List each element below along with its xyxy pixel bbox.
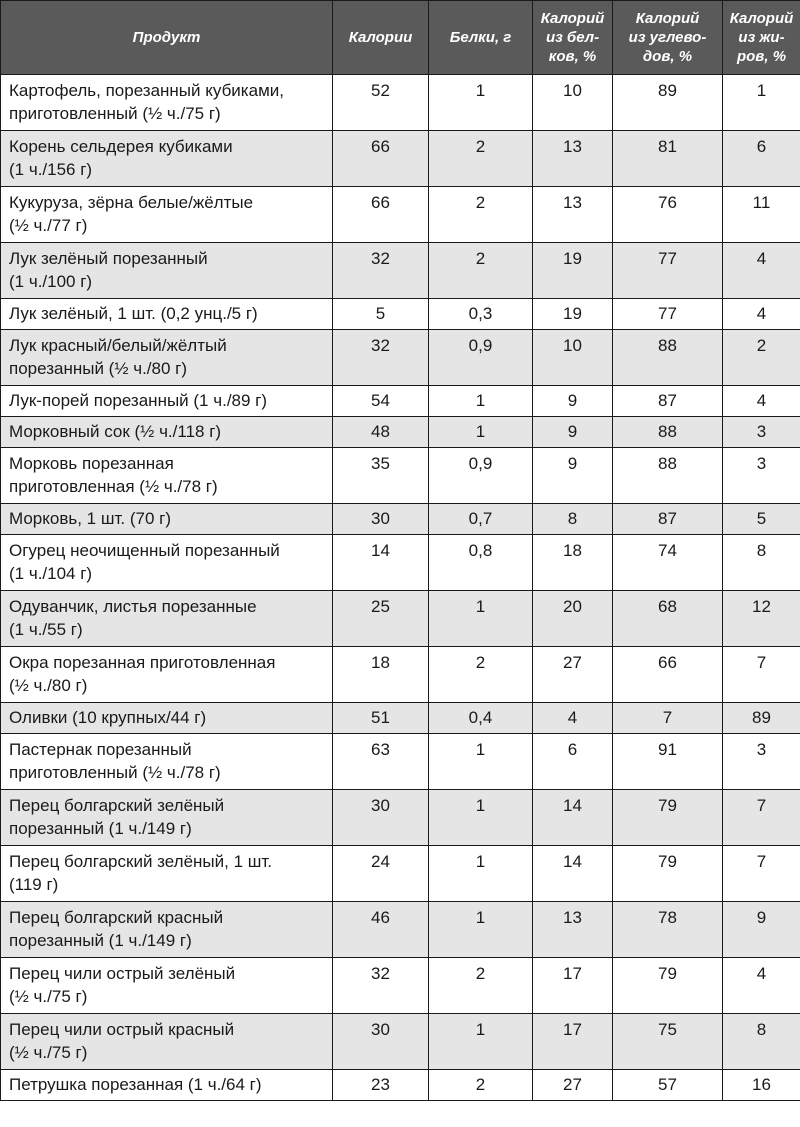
table-row bbox=[1, 846, 800, 902]
pct-fat-cell: 9 bbox=[723, 902, 800, 958]
product-name-cell bbox=[1, 846, 333, 902]
calories-cell: 54 bbox=[333, 386, 429, 417]
table-row bbox=[1, 299, 800, 330]
pct-carbs-cell: 78 bbox=[613, 902, 723, 958]
pct-fat-cell: 2 bbox=[723, 330, 800, 386]
protein-cell: 2 bbox=[429, 243, 533, 299]
pct-carbs-cell: 88 bbox=[613, 417, 723, 448]
pct-carbs-cell: 66 bbox=[613, 647, 723, 703]
product-name-line: Перец болгарский зелёный bbox=[9, 796, 225, 815]
protein-cell: 2 bbox=[429, 647, 533, 703]
protein-cell: 2 bbox=[429, 131, 533, 187]
product-portion-line: (½ ч./75 г) bbox=[9, 1043, 88, 1062]
pct-protein-cell: 13 bbox=[533, 131, 613, 187]
pct-carbs-cell: 87 bbox=[613, 504, 723, 535]
product-name-line: Морковь, 1 шт. (70 г) bbox=[9, 509, 171, 528]
pct-fat-cell: 4 bbox=[723, 958, 800, 1014]
pct-protein-cell: 27 bbox=[533, 1070, 613, 1101]
pct-fat-cell: 8 bbox=[723, 535, 800, 591]
product-name-cell bbox=[1, 75, 333, 131]
table-row bbox=[1, 386, 800, 417]
product-name-cell bbox=[1, 703, 333, 734]
pct-fat-cell: 3 bbox=[723, 448, 800, 504]
calories-cell: 5 bbox=[333, 299, 429, 330]
product-name-line: Перец чили острый красный bbox=[9, 1020, 235, 1039]
pct-carbs-cell: 75 bbox=[613, 1014, 723, 1070]
calories-cell: 32 bbox=[333, 243, 429, 299]
product-name-line: Лук зелёный, 1 шт. (0,2 унц./5 г) bbox=[9, 304, 258, 323]
product-portion-line: (119 г) bbox=[9, 875, 59, 894]
product-name-line: Окра порезанная приготовленная bbox=[9, 653, 276, 672]
product-name-line: Морковь порезанная bbox=[9, 454, 174, 473]
product-name-cell bbox=[1, 734, 333, 790]
pct-protein-cell: 13 bbox=[533, 902, 613, 958]
table-row bbox=[1, 1014, 800, 1070]
table-row bbox=[1, 330, 800, 386]
product-name-line: Кукуруза, зёрна белые/жёлтые bbox=[9, 193, 254, 212]
product-name-cell bbox=[1, 535, 333, 591]
product-name-cell bbox=[1, 1070, 333, 1101]
product-name-cell bbox=[1, 417, 333, 448]
protein-cell: 0,3 bbox=[429, 299, 533, 330]
product-portion-line: (1 ч./100 г) bbox=[9, 272, 93, 291]
product-name-line: Перец чили острый зелёный bbox=[9, 964, 236, 983]
pct-carbs-cell: 77 bbox=[613, 243, 723, 299]
product-portion-line: приготовленный (½ ч./75 г) bbox=[9, 104, 221, 123]
product-name-cell bbox=[1, 1014, 333, 1070]
product-portion-line: порезанный (½ ч./80 г) bbox=[9, 359, 188, 378]
pct-carbs-cell: 68 bbox=[613, 591, 723, 647]
product-name-cell bbox=[1, 958, 333, 1014]
product-name-line: Лук зелёный порезанный bbox=[9, 249, 208, 268]
product-portion-line: порезанный (1 ч./149 г) bbox=[9, 931, 192, 950]
pct-protein-cell: 9 bbox=[533, 448, 613, 504]
protein-cell: 0,7 bbox=[429, 504, 533, 535]
product-name-line: Лук красный/белый/жёлтый bbox=[9, 336, 227, 355]
table-row bbox=[1, 448, 800, 504]
calories-cell: 24 bbox=[333, 846, 429, 902]
product-name-cell bbox=[1, 187, 333, 243]
product-portion-line: (½ ч./80 г) bbox=[9, 676, 88, 695]
product-name-cell bbox=[1, 299, 333, 330]
pct-fat-cell: 5 bbox=[723, 504, 800, 535]
pct-carbs-cell: 77 bbox=[613, 299, 723, 330]
pct-protein-cell: 17 bbox=[533, 1014, 613, 1070]
product-portion-line: приготовленный (½ ч./78 г) bbox=[9, 763, 221, 782]
calories-cell: 32 bbox=[333, 330, 429, 386]
product-name-line: Огурец неочищенный порезанный bbox=[9, 541, 280, 560]
product-name-cell bbox=[1, 243, 333, 299]
table-row bbox=[1, 591, 800, 647]
pct-fat-cell: 1 bbox=[723, 75, 800, 131]
pct-carbs-cell: 79 bbox=[613, 846, 723, 902]
pct-fat-cell: 12 bbox=[723, 591, 800, 647]
table-row bbox=[1, 703, 800, 734]
pct-protein-cell: 17 bbox=[533, 958, 613, 1014]
product-name-cell bbox=[1, 790, 333, 846]
protein-cell: 1 bbox=[429, 386, 533, 417]
table-row bbox=[1, 1070, 800, 1101]
product-name-line: Морковный сок (½ ч./118 г) bbox=[9, 422, 222, 441]
product-name-cell bbox=[1, 330, 333, 386]
protein-cell: 0,9 bbox=[429, 330, 533, 386]
pct-carbs-cell: 79 bbox=[613, 790, 723, 846]
table-row bbox=[1, 417, 800, 448]
calories-cell: 66 bbox=[333, 131, 429, 187]
pct-protein-cell: 20 bbox=[533, 591, 613, 647]
pct-protein-cell: 9 bbox=[533, 417, 613, 448]
pct-protein-cell: 14 bbox=[533, 790, 613, 846]
pct-fat-cell: 7 bbox=[723, 647, 800, 703]
header-cal-from-fat: Калорий из жи- ров, % bbox=[723, 1, 800, 75]
protein-cell: 2 bbox=[429, 958, 533, 1014]
pct-carbs-cell: 79 bbox=[613, 958, 723, 1014]
table-row bbox=[1, 504, 800, 535]
pct-fat-cell: 3 bbox=[723, 417, 800, 448]
table-row bbox=[1, 75, 800, 131]
pct-protein-cell: 19 bbox=[533, 299, 613, 330]
table-row bbox=[1, 243, 800, 299]
pct-fat-cell: 4 bbox=[723, 299, 800, 330]
calories-cell: 48 bbox=[333, 417, 429, 448]
pct-protein-cell: 19 bbox=[533, 243, 613, 299]
product-portion-line: (½ ч./75 г) bbox=[9, 987, 88, 1006]
table-row bbox=[1, 131, 800, 187]
protein-cell: 1 bbox=[429, 417, 533, 448]
product-portion-line: приготовленная (½ ч./78 г) bbox=[9, 477, 218, 496]
calories-cell: 14 bbox=[333, 535, 429, 591]
pct-carbs-cell: 88 bbox=[613, 448, 723, 504]
product-portion-line: порезанный (1 ч./149 г) bbox=[9, 819, 192, 838]
calories-cell: 30 bbox=[333, 1014, 429, 1070]
table-row bbox=[1, 187, 800, 243]
pct-carbs-cell: 74 bbox=[613, 535, 723, 591]
protein-cell: 0,8 bbox=[429, 535, 533, 591]
table-row bbox=[1, 734, 800, 790]
header-calories: Калории bbox=[333, 1, 429, 75]
pct-carbs-cell: 89 bbox=[613, 75, 723, 131]
header-protein: Белки, г bbox=[429, 1, 533, 75]
protein-cell: 1 bbox=[429, 75, 533, 131]
pct-fat-cell: 7 bbox=[723, 790, 800, 846]
protein-cell: 0,9 bbox=[429, 448, 533, 504]
protein-cell: 1 bbox=[429, 790, 533, 846]
product-name-line: Картофель, порезанный кубиками, bbox=[9, 81, 284, 100]
protein-cell: 1 bbox=[429, 902, 533, 958]
protein-cell: 2 bbox=[429, 1070, 533, 1101]
product-portion-line: (1 ч./104 г) bbox=[9, 564, 93, 583]
pct-fat-cell: 3 bbox=[723, 734, 800, 790]
product-name-cell bbox=[1, 902, 333, 958]
calories-cell: 52 bbox=[333, 75, 429, 131]
product-name-line: Перец болгарский зелёный, 1 шт. bbox=[9, 852, 273, 871]
calories-cell: 32 bbox=[333, 958, 429, 1014]
table-row bbox=[1, 647, 800, 703]
header-cal-from-carbs: Калорий из углево- дов, % bbox=[613, 1, 723, 75]
pct-fat-cell: 6 bbox=[723, 131, 800, 187]
calories-cell: 66 bbox=[333, 187, 429, 243]
pct-fat-cell: 11 bbox=[723, 187, 800, 243]
calories-cell: 51 bbox=[333, 703, 429, 734]
pct-fat-cell: 16 bbox=[723, 1070, 800, 1101]
product-name-line: Оливки (10 крупных/44 г) bbox=[9, 708, 207, 727]
pct-fat-cell: 7 bbox=[723, 846, 800, 902]
pct-fat-cell: 4 bbox=[723, 243, 800, 299]
header-product: Продукт bbox=[1, 1, 333, 75]
product-portion-line: (1 ч./156 г) bbox=[9, 160, 93, 179]
pct-carbs-cell: 7 bbox=[613, 703, 723, 734]
product-name-cell bbox=[1, 591, 333, 647]
calories-cell: 63 bbox=[333, 734, 429, 790]
calories-cell: 35 bbox=[333, 448, 429, 504]
product-name-line: Корень сельдерея кубиками bbox=[9, 137, 233, 156]
pct-protein-cell: 10 bbox=[533, 75, 613, 131]
protein-cell: 2 bbox=[429, 187, 533, 243]
pct-protein-cell: 9 bbox=[533, 386, 613, 417]
pct-protein-cell: 10 bbox=[533, 330, 613, 386]
pct-protein-cell: 6 bbox=[533, 734, 613, 790]
table-row bbox=[1, 790, 800, 846]
pct-carbs-cell: 57 bbox=[613, 1070, 723, 1101]
product-name-line: Петрушка порезанная (1 ч./64 г) bbox=[9, 1075, 262, 1094]
table-row bbox=[1, 958, 800, 1014]
pct-protein-cell: 18 bbox=[533, 535, 613, 591]
pct-protein-cell: 13 bbox=[533, 187, 613, 243]
pct-protein-cell: 27 bbox=[533, 647, 613, 703]
pct-fat-cell: 4 bbox=[723, 386, 800, 417]
product-name-cell bbox=[1, 448, 333, 504]
calories-cell: 30 bbox=[333, 504, 429, 535]
pct-carbs-cell: 76 bbox=[613, 187, 723, 243]
pct-protein-cell: 4 bbox=[533, 703, 613, 734]
table-row bbox=[1, 902, 800, 958]
product-portion-line: (1 ч./55 г) bbox=[9, 620, 83, 639]
calories-cell: 23 bbox=[333, 1070, 429, 1101]
product-name-line: Перец болгарский красный bbox=[9, 908, 224, 927]
protein-cell: 1 bbox=[429, 846, 533, 902]
calories-cell: 46 bbox=[333, 902, 429, 958]
product-name-line: Лук-порей порезанный (1 ч./89 г) bbox=[9, 391, 268, 410]
calories-cell: 25 bbox=[333, 591, 429, 647]
pct-protein-cell: 14 bbox=[533, 846, 613, 902]
calories-cell: 30 bbox=[333, 790, 429, 846]
product-name-cell bbox=[1, 504, 333, 535]
table-header bbox=[1, 1, 800, 75]
protein-cell: 0,4 bbox=[429, 703, 533, 734]
pct-carbs-cell: 88 bbox=[613, 330, 723, 386]
pct-carbs-cell: 87 bbox=[613, 386, 723, 417]
product-name-cell bbox=[1, 131, 333, 187]
protein-cell: 1 bbox=[429, 1014, 533, 1070]
protein-cell: 1 bbox=[429, 591, 533, 647]
header-cal-from-protein: Калорий из бел- ков, % bbox=[533, 1, 613, 75]
pct-fat-cell: 89 bbox=[723, 703, 800, 734]
pct-carbs-cell: 81 bbox=[613, 131, 723, 187]
protein-cell: 1 bbox=[429, 734, 533, 790]
product-portion-line: (½ ч./77 г) bbox=[9, 216, 88, 235]
product-name-cell bbox=[1, 647, 333, 703]
product-name-line: Одуванчик, листья порезанные bbox=[9, 597, 257, 616]
pct-protein-cell: 8 bbox=[533, 504, 613, 535]
pct-carbs-cell: 91 bbox=[613, 734, 723, 790]
table-row bbox=[1, 535, 800, 591]
product-name-line: Пастернак порезанный bbox=[9, 740, 192, 759]
table-body bbox=[1, 75, 800, 1101]
calories-cell: 18 bbox=[333, 647, 429, 703]
pct-fat-cell: 8 bbox=[723, 1014, 800, 1070]
product-name-cell bbox=[1, 386, 333, 417]
